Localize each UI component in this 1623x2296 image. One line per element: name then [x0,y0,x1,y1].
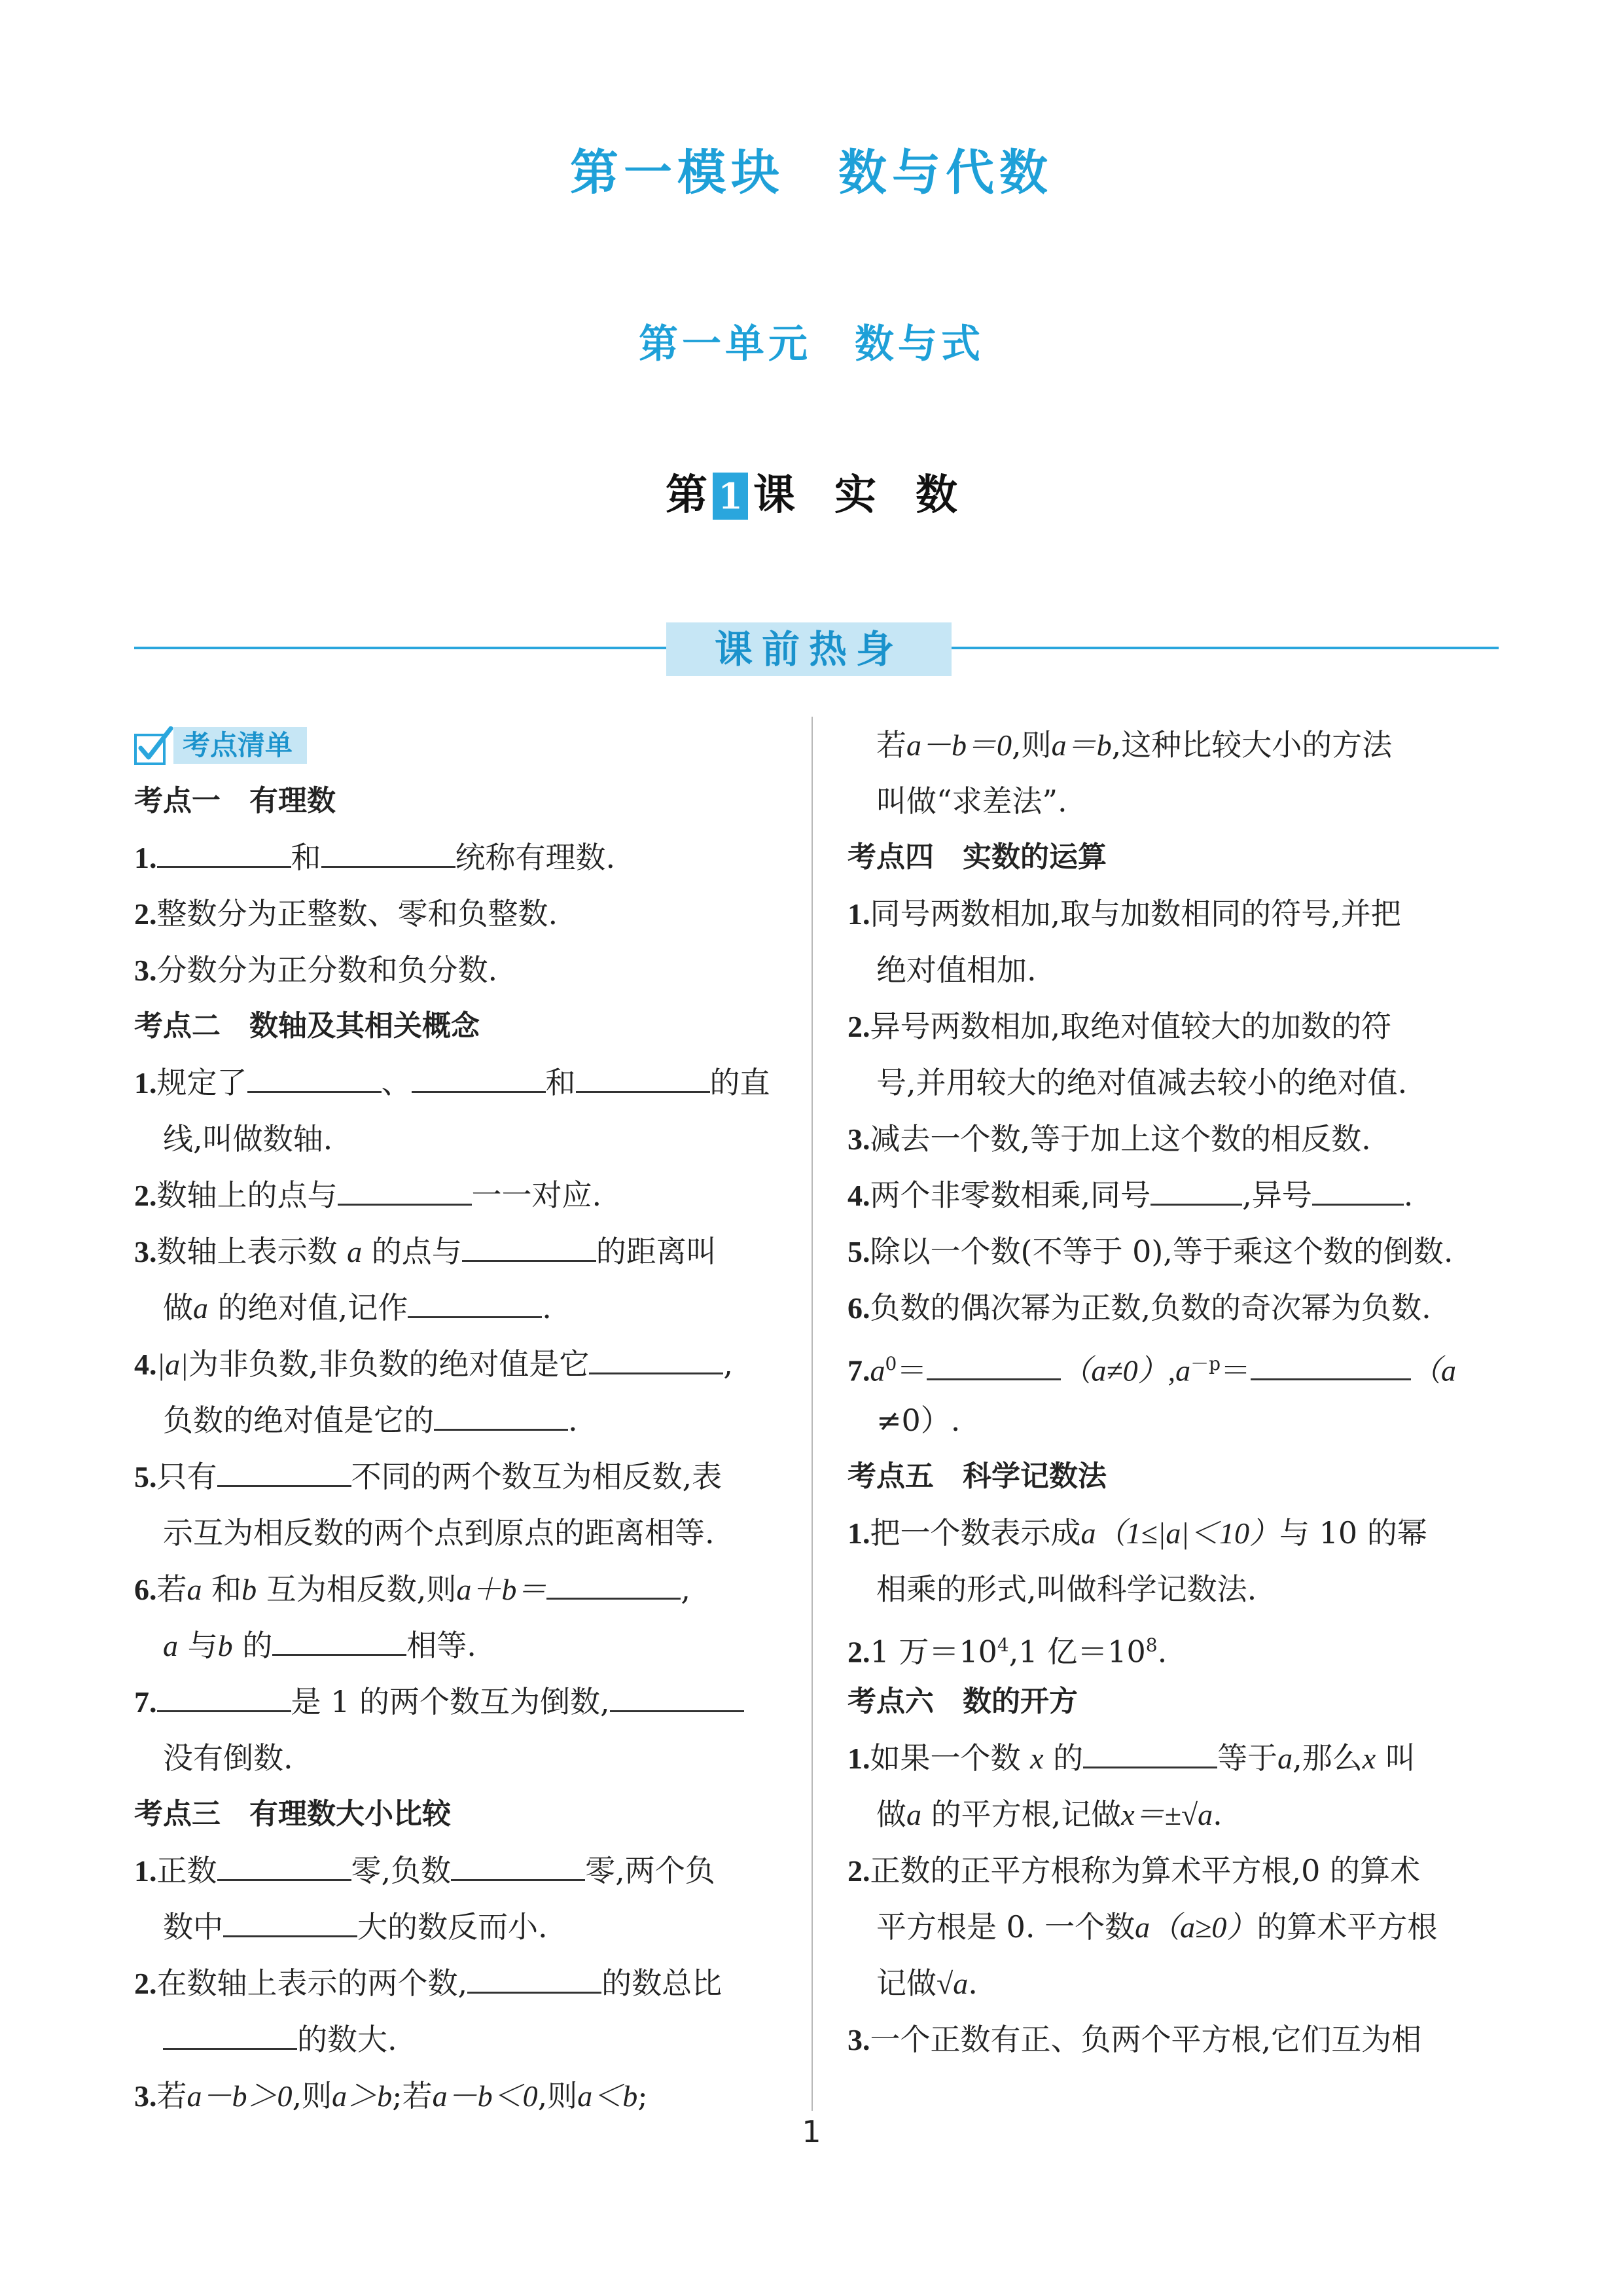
text-fragment: 3. [134,954,157,987]
text-fragment: 在数轴上表示的两个数, [156,1965,468,2001]
text-fragment: 的 [242,1628,273,1663]
list-item-cont [847,1899,1499,1955]
answer-blank [462,1231,596,1262]
list-item [847,1167,1499,1223]
list-item [847,1505,1499,1561]
text-fragment: 规定了 [156,1065,247,1100]
list-item [134,1674,779,1730]
text-fragment: a [906,1798,921,1831]
list-item [134,1336,779,1392]
text-fragment: a [1175,1354,1191,1388]
text-fragment: （a≠0）, [1061,1354,1176,1388]
text-fragment: √a [936,1967,969,2000]
answer-blank [927,1350,1061,1380]
text-fragment: 1. [134,841,157,874]
text-fragment: 整数分为正整数、零和负整数. [156,896,558,931]
list-item-cont [847,1786,1499,1842]
lesson-prefix: 第 [666,471,707,520]
lesson-number-badge: 1 [713,473,748,520]
topic-heading-3: 考点三 有理数大小比较 [134,1797,451,1831]
text-fragment: 6. [134,1573,157,1606]
text-fragment: ,那么 [1293,1740,1363,1776]
text-fragment: a－b＜0 [432,2079,538,2113]
topic-heading-4: 考点四 实数的运算 [847,840,1107,874]
text-fragment: 的数大. [297,2022,397,2057]
lesson-name-1: 实 [834,471,876,520]
text-fragment: 一个正数有正、负两个平方根,它们互为相 [870,2022,1422,2057]
text-fragment: 4 [997,1634,1009,1656]
text-fragment: 的数总比 [601,1965,722,2001]
text-fragment: 、 [381,1065,412,1100]
list-item [134,886,779,942]
answer-blank [1312,1175,1404,1206]
text-fragment: 3. [847,1122,870,1156]
text-fragment: ;若 [392,2078,433,2113]
list-item [134,1561,779,1617]
text-fragment: －p [1190,1353,1221,1374]
text-fragment: 的点与 [371,1234,462,1269]
text-fragment: 和 [211,1571,242,1607]
text-fragment: 分数分为正分数和负分数. [156,952,498,988]
list-item [134,1955,779,2011]
topic-heading-1: 考点一 有理数 [134,784,336,817]
text-fragment: ＝ [897,1352,927,1388]
text-fragment: . [1157,1634,1168,1670]
list-item [134,942,779,998]
list-item [134,1842,779,1899]
checklist-badge [134,717,779,773]
list-item [134,1223,779,1280]
text-fragment: ; [637,2078,648,2113]
text-fragment: 正数 [156,1853,217,1888]
text-fragment: . [968,1965,978,2001]
text-fragment: ,异号 [1242,1177,1312,1213]
page-number: 1 [802,2114,821,2149]
text-fragment: 记做 [876,1965,936,2001]
checklist-label: 考点清单 [173,727,307,764]
text-fragment: 做 [876,1797,906,1832]
list-item-cont [847,1955,1499,2011]
text-fragment: ,则 [292,2078,332,2113]
text-fragment: 叫 [1385,1740,1416,1776]
text-fragment: a（a≥0） [1135,1910,1257,1944]
text-fragment: 2. [847,1854,870,1888]
text-fragment: a（1≤|a|＜10） [1080,1516,1280,1550]
column-divider [812,717,813,2111]
list-item-cont [847,773,1499,829]
text-fragment: 1. [134,1066,157,1100]
text-fragment: 若 [876,727,906,762]
text-fragment: 数轴上的点与 [156,1177,338,1213]
text-fragment: . [1213,1797,1222,1832]
text-fragment: 只有 [156,1459,217,1494]
text-fragment: 5. [847,1235,870,1268]
text-fragment: 3. [847,2023,870,2056]
text-fragment: 同号两数相加,取与加数相同的符号,并把 [870,896,1401,931]
answer-blank [223,1907,357,1937]
text-fragment: 的距离叫 [596,1234,717,1269]
list-item-cont [847,717,1499,773]
text-fragment: 示互为相反数的两个点到原点的距离相等. [163,1515,715,1551]
text-fragment: 叫做“求差法”. [876,783,1067,819]
answer-blank [1150,1175,1242,1206]
text-fragment: 5. [134,1460,157,1494]
text-fragment: 2. [847,1635,870,1669]
answer-blank [321,837,455,868]
list-item [847,1336,1499,1392]
text-fragment: b [217,1629,233,1662]
text-fragment: 大的数反而小. [357,1909,548,1945]
text-fragment: a [870,1354,885,1388]
text-fragment: , [681,1571,690,1607]
text-fragment: 若 [156,1571,187,1607]
text-fragment: 和 [291,840,321,875]
answer-blank [412,1062,546,1093]
text-fragment: x＝±√a [1121,1798,1213,1831]
text-fragment: a＝b [1051,728,1112,762]
text-fragment: 与 [187,1628,218,1663]
text-fragment: 数轴上表示数 [156,1234,338,1269]
text-fragment: 没有倒数. [163,1740,293,1776]
list-item [847,1223,1499,1280]
text-fragment: 零,两个负 [585,1853,715,1888]
text-fragment: 1. [847,897,870,931]
text-fragment: 的算术平方根 [1257,1909,1438,1945]
text-fragment: 3. [134,2079,157,2113]
text-fragment: 6. [847,1291,870,1325]
list-item [847,1730,1499,1786]
text-fragment: x [1030,1742,1044,1775]
text-fragment: 0 [885,1353,897,1374]
list-item [134,829,779,886]
text-fragment: 的绝对值,记作 [217,1290,408,1325]
answer-blank [589,1344,723,1374]
answer-blank [451,1850,585,1881]
answer-blank [467,1963,601,1994]
text-fragment: 做 [163,1290,193,1325]
unit-title: 第一单元 数与式 [639,321,984,367]
text-fragment: 7. [847,1354,870,1388]
text-fragment: b [241,1573,257,1606]
text-fragment: 2. [134,1967,157,2000]
list-item-cont [847,1392,1499,1448]
text-fragment: 1. [847,1516,870,1550]
text-fragment: |a| [156,1348,188,1381]
answer-blank [272,1625,406,1656]
text-fragment: ,1 亿＝10 [1008,1634,1146,1670]
text-fragment: ,这种比较大小的方法 [1111,727,1393,762]
list-item-cont [134,1392,779,1448]
answer-blank [217,1850,351,1881]
answer-blank [546,1569,681,1600]
list-item-cont [134,2011,779,2068]
text-fragment: 2. [134,1179,157,1212]
lesson-suffix: 课 [753,471,795,520]
list-item [847,998,1499,1054]
text-fragment: 1. [134,1854,157,1888]
list-item-cont [134,1617,779,1674]
text-fragment: 互为相反数,则 [266,1571,457,1607]
list-item [134,1167,779,1223]
text-fragment: 线,叫做数轴. [163,1121,333,1157]
text-fragment: ＝ [1221,1352,1251,1388]
text-fragment: 不同的两个数互为相反数,表 [351,1459,722,1494]
text-fragment: 如果一个数 [870,1740,1021,1776]
text-fragment: 与 10 的幂 [1279,1515,1427,1551]
topic-heading-6: 考点六 数的开方 [847,1685,1078,1718]
text-fragment: . [542,1290,552,1325]
checkmark-icon [134,726,173,765]
text-fragment: 2. [134,897,157,931]
text-fragment: 异号两数相加,取绝对值较大的加数的符 [870,1009,1392,1044]
list-item-cont [847,1561,1499,1617]
text-fragment: 负数的绝对值是它的 [163,1403,434,1438]
list-item [847,1280,1499,1336]
answer-blank [217,1456,351,1487]
text-fragment: 1 万＝10 [870,1634,997,1670]
text-fragment: 为非负数,非负数的绝对值是它 [188,1346,590,1382]
answer-blank [157,837,291,868]
text-fragment: 3. [134,1235,157,1268]
text-fragment: 是 1 的两个数互为倒数, [291,1684,610,1719]
text-fragment: 零,负数 [351,1853,452,1888]
right-column [847,717,1499,2068]
text-fragment: 负数的偶次幂为正数,负数的奇次幂为负数. [870,1290,1431,1325]
text-fragment: 4. [134,1348,157,1381]
text-fragment: x [1362,1742,1376,1775]
text-fragment: a＞b [332,2079,393,2113]
answer-blank [1083,1738,1217,1768]
text-fragment: 号,并用较大的绝对值减去较小的绝对值. [876,1065,1408,1100]
text-fragment: ,则 [537,2078,578,2113]
text-fragment: ≠0）. [876,1403,961,1438]
answer-blank [434,1400,568,1431]
text-fragment: 2. [847,1010,870,1043]
text-fragment: （a [1411,1354,1457,1388]
module-title: 第一模块 数与代数 [570,145,1053,201]
answer-blank [610,1681,744,1712]
lesson-name-2: 数 [916,471,957,520]
list-item-cont [134,1111,779,1167]
answer-blank [408,1287,542,1318]
answer-blank [338,1175,472,1206]
text-fragment: a [347,1235,363,1268]
text-fragment: a [163,1629,178,1662]
text-fragment: 的平方根,记做 [931,1797,1122,1832]
list-item [847,1111,1499,1167]
list-item [847,1842,1499,1899]
list-item [847,1617,1499,1674]
text-fragment: 一一对应. [471,1177,602,1213]
text-fragment: 的 [1053,1740,1084,1776]
list-item-cont [134,1730,779,1786]
left-column [134,717,779,2124]
text-fragment: 相乘的形式,叫做科学记数法. [876,1571,1257,1607]
text-fragment: . [568,1403,578,1438]
text-fragment: 正数的正平方根称为算术平方根,0 的算术 [870,1853,1421,1888]
text-fragment: 等于 [1217,1740,1278,1776]
list-item-cont [134,1505,779,1561]
text-fragment: 绝对值相加. [876,952,1037,988]
list-item [134,1054,779,1111]
text-fragment: a [187,1573,202,1606]
text-fragment: 1. [847,1742,870,1775]
text-fragment: 若 [156,2078,187,2113]
section-band-label: 课前热身 [666,622,952,676]
text-fragment: 8 [1145,1634,1158,1656]
answer-blank [157,1681,291,1712]
text-fragment: 和 [545,1065,576,1100]
answer-blank [1251,1350,1411,1380]
text-fragment: 统称有理数. [455,840,616,875]
text-fragment: a－b＞0 [187,2079,293,2113]
text-fragment: 两个非零数相乘,同号 [870,1177,1151,1213]
topic-heading-5: 考点五 科学记数法 [847,1460,1107,1493]
text-fragment: a－b＝0 [906,728,1012,762]
lesson-title [0,461,1623,522]
answer-blank [163,2019,297,2050]
list-item-cont [847,942,1499,998]
list-item [847,886,1499,942]
text-fragment: 把一个数表示成 [870,1515,1081,1551]
text-fragment: 相等. [406,1628,476,1663]
text-fragment: 数中 [163,1909,223,1945]
text-fragment: 平方根是 0. 一个数 [876,1909,1135,1945]
answer-blank [247,1062,382,1093]
list-item-cont [847,1054,1499,1111]
text-fragment: 的直 [709,1065,770,1100]
text-fragment: a [1277,1742,1293,1775]
list-item-cont [134,1280,779,1336]
text-fragment: 除以一个数(不等于 0),等于乘这个数的倒数. [870,1234,1454,1269]
text-fragment: , [723,1346,734,1382]
text-fragment: a [193,1291,208,1325]
list-item-cont [134,1899,779,1955]
text-fragment: ,则 [1012,727,1052,762]
text-fragment: 7. [134,1685,157,1719]
list-item [847,2011,1499,2068]
text-fragment: a＜b [577,2079,638,2113]
text-fragment: 4. [847,1179,870,1212]
list-item [134,1448,779,1505]
topic-heading-2: 考点二 数轴及其相关概念 [134,1009,480,1043]
text-fragment: 减去一个数,等于加上这个数的相反数. [870,1121,1371,1157]
text-fragment: . [1403,1177,1414,1213]
text-fragment: a＋b＝ [456,1573,547,1606]
answer-blank [576,1062,710,1093]
